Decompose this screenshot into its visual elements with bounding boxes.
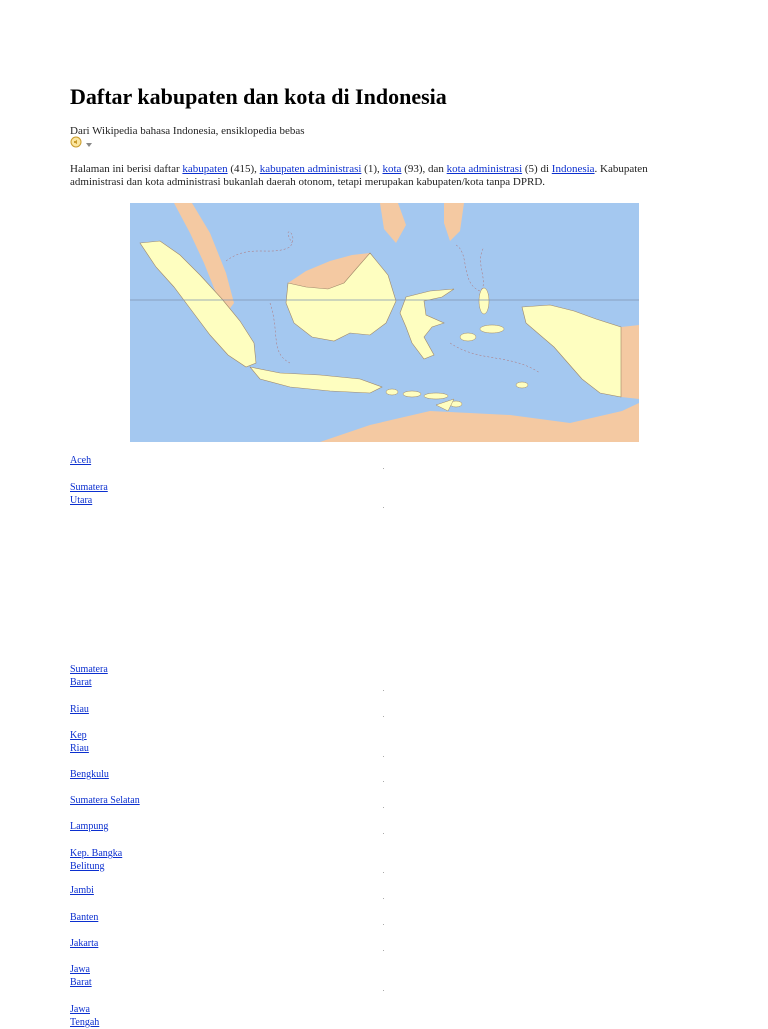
divider-dot bbox=[383, 833, 384, 834]
intro-text: (1), bbox=[361, 163, 383, 175]
region-link[interactable] bbox=[70, 729, 89, 755]
region-link[interactable] bbox=[70, 768, 109, 781]
region-link-label: Tengah bbox=[70, 1017, 100, 1028]
link-kota[interactable]: kota bbox=[382, 163, 402, 175]
intro-text: Halaman ini berisi daftar bbox=[70, 163, 183, 175]
intro-text: (415), bbox=[227, 163, 260, 175]
region-link[interactable] bbox=[70, 847, 122, 873]
divider-dot bbox=[383, 690, 384, 691]
region-link-label: Aceh bbox=[70, 455, 92, 466]
region-link-label: Jambi bbox=[70, 885, 94, 896]
region-link-label: Jawa bbox=[70, 964, 90, 975]
page-title: Daftar kabupaten dan kota di Indonesia bbox=[70, 84, 447, 109]
region-link-label: Kep. Bangka bbox=[70, 848, 123, 859]
chevron-down-icon[interactable] bbox=[85, 135, 93, 153]
region-link[interactable] bbox=[70, 911, 98, 924]
map-svg bbox=[130, 203, 639, 442]
link-kabupaten-administrasi[interactable]: kabupaten administrasi bbox=[259, 163, 362, 175]
divider-dot bbox=[383, 781, 384, 782]
region-link-label: Riau bbox=[70, 704, 89, 715]
region-link-label: Sumatera bbox=[70, 482, 108, 493]
region-link-label: Kep bbox=[70, 730, 87, 741]
indonesia-map[interactable] bbox=[130, 203, 639, 442]
divider-dot bbox=[383, 807, 384, 808]
region-link-label: Barat bbox=[70, 977, 92, 988]
region-link[interactable] bbox=[70, 663, 108, 689]
region-link[interactable] bbox=[70, 1003, 99, 1029]
region-link[interactable] bbox=[70, 794, 140, 807]
region-link-label: Utara bbox=[70, 495, 93, 506]
divider-dot bbox=[383, 898, 384, 899]
region-link-label: Sumatera Selatan bbox=[70, 795, 140, 806]
audio-widget[interactable] bbox=[70, 138, 93, 150]
divider-dot bbox=[383, 924, 384, 925]
region-link-label: Sumatera bbox=[70, 664, 108, 675]
divider-dot bbox=[383, 507, 384, 508]
divider-dot bbox=[383, 468, 384, 469]
region-link-label: Jawa bbox=[70, 1004, 90, 1015]
divider-dot bbox=[383, 990, 384, 991]
region-link[interactable] bbox=[70, 937, 98, 950]
divider-dot bbox=[383, 716, 384, 717]
region-link-label: Barat bbox=[70, 677, 92, 688]
region-link-label: Riau bbox=[70, 743, 89, 754]
region-link[interactable] bbox=[70, 454, 91, 467]
region-link-label: Belitung bbox=[70, 861, 105, 872]
speaker-icon[interactable] bbox=[70, 135, 82, 153]
region-link-label: Jakarta bbox=[70, 938, 99, 949]
divider-dot bbox=[383, 950, 384, 951]
link-indonesia[interactable]: Indonesia bbox=[551, 163, 595, 175]
region-link-label: Banten bbox=[70, 912, 99, 923]
region-link[interactable] bbox=[70, 481, 108, 507]
intro-paragraph bbox=[70, 163, 700, 189]
region-link[interactable] bbox=[70, 884, 94, 897]
page-subtitle: Dari Wikipedia bahasa Indonesia, ensiklopedia bebas bbox=[70, 125, 305, 137]
link-kota-administrasi[interactable]: kota administrasi bbox=[446, 163, 523, 175]
intro-text: . Kabupaten administrasi dan kota administrasi bukanlah daerah otonom, tetapi merupakan kabupaten/kota tanpa DPRD. bbox=[70, 163, 648, 188]
region-link-label: Lampung bbox=[70, 821, 109, 832]
divider-dot bbox=[383, 756, 384, 757]
region-link-label: Bengkulu bbox=[70, 769, 109, 780]
region-link[interactable] bbox=[70, 963, 92, 989]
link-kabupaten[interactable]: kabupaten bbox=[182, 163, 228, 175]
divider-dot bbox=[383, 872, 384, 873]
intro-text: (93), dan bbox=[401, 163, 447, 175]
intro-text: (5) di bbox=[522, 163, 552, 175]
region-link[interactable] bbox=[70, 703, 89, 716]
region-link[interactable] bbox=[70, 820, 108, 833]
